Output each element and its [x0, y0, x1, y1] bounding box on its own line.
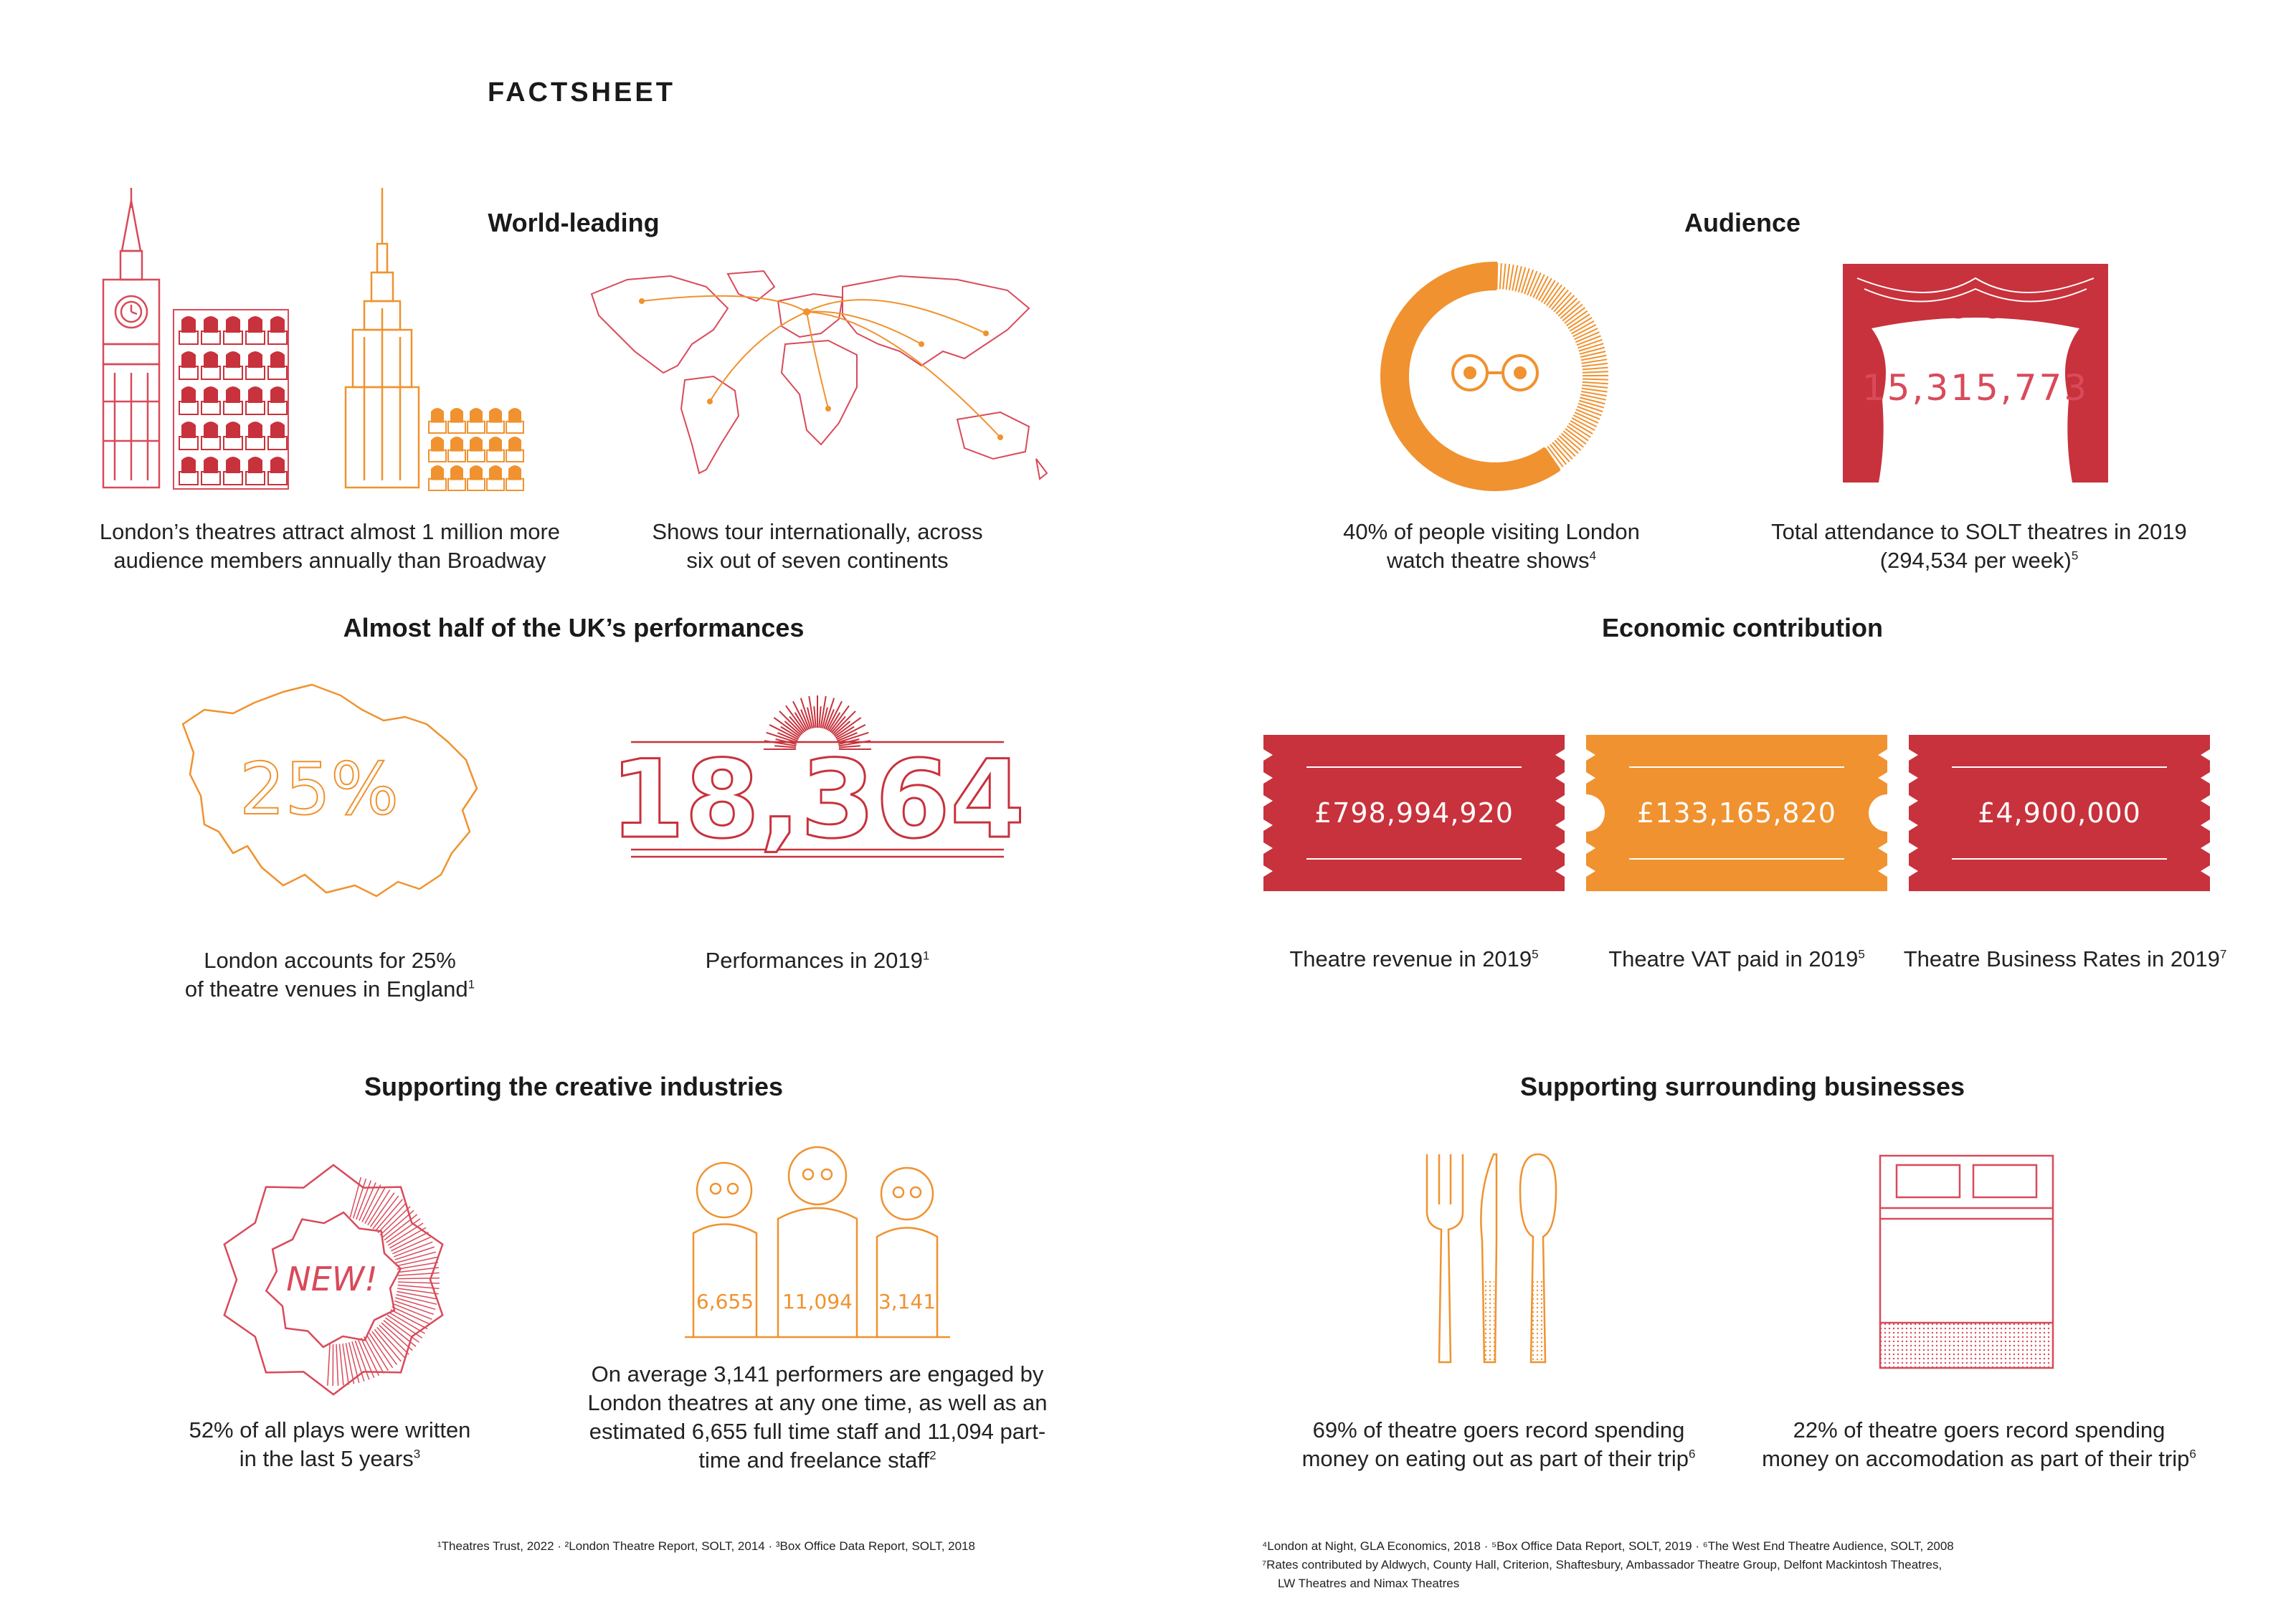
audience-caption-2 [1735, 518, 2223, 575]
ticket-business-rates [1909, 735, 2210, 891]
caption-line: London theatres at any one time, as well as an [587, 1390, 1048, 1415]
caption-line: London accounts for 25% [204, 948, 456, 973]
caption-line: 40% of people visiting London [1343, 519, 1640, 544]
caption-line: audience members annually than Broadway [113, 548, 546, 573]
caption-line: in the last 5 years [239, 1446, 414, 1471]
south-america-shape [681, 376, 739, 473]
london-map-icon [176, 681, 484, 903]
seat-icon [448, 408, 465, 433]
world-caption-1 [72, 518, 588, 575]
caption-line: 69% of theatre goers record spending [1312, 1417, 1685, 1442]
caption-line: money on eating out as part of their trip [1301, 1446, 1689, 1471]
page-title: FACTSHEET [488, 77, 675, 108]
seat-icon [224, 351, 242, 379]
footnote-ref: 5 [2071, 548, 2079, 563]
caption-line: Theatre VAT paid in 2019 [1608, 946, 1859, 971]
ticket-value: £798,994,920 [1314, 797, 1514, 829]
footnote-ref: 2 [929, 1448, 936, 1463]
seat-icon [487, 465, 504, 490]
caption-line: Theatre revenue in 2019 [1289, 946, 1532, 971]
caption-line: On average 3,141 performers are engaged by [591, 1361, 1044, 1387]
seat-icon [224, 422, 242, 450]
performances-count-value: 18,364 [609, 738, 1025, 862]
audience-caption-1 [1276, 518, 1707, 575]
cutlery-icon [1423, 1151, 1567, 1366]
north-america-shape [592, 276, 728, 373]
seat-icon [487, 437, 504, 462]
economic-caption-2 [1579, 945, 1894, 974]
caption-line: time and freelance staff [698, 1448, 930, 1473]
caption-line: London’s theatres attract almost 1 million more [99, 519, 561, 544]
caption-line: Theatre Business Rates in 2019 [1903, 946, 2220, 971]
economic-caption-1 [1256, 945, 1572, 974]
caption-line: Total attendance to SOLT theatres in 2019 [1771, 519, 2187, 544]
seat-icon [224, 316, 242, 344]
seat-icon [179, 386, 198, 414]
seat-icon [246, 457, 265, 485]
people-value: 11,094 [782, 1290, 853, 1313]
caption-line: Shows tour internationally, across [652, 519, 983, 544]
economic-heading: Economic contribution [1602, 613, 1883, 642]
performances-heading: Almost half of the UK’s performances [343, 613, 805, 642]
caption-line: estimated 6,655 full time staff and 11,094 part- [589, 1419, 1046, 1444]
theatre-curtain-icon [1843, 264, 2108, 483]
seat-icon [201, 316, 220, 344]
creative-caption-2 [566, 1360, 1068, 1475]
seat-icon [429, 465, 446, 490]
seat-icon [246, 422, 265, 450]
seat-icon [487, 408, 504, 433]
seat-icon [246, 351, 265, 379]
caption-line: (294,534 per week) [1879, 548, 2072, 573]
footnote-ref: 7 [2219, 947, 2227, 961]
seat-icon [268, 351, 287, 379]
ticket-value: £133,165,820 [1637, 797, 1836, 829]
footnote-ref: 5 [1532, 947, 1539, 961]
creative-heading: Supporting the creative industries [364, 1072, 784, 1101]
seat-icon [179, 316, 198, 344]
badge-text: NEW! [286, 1260, 378, 1298]
seat-icon [506, 465, 523, 490]
footnotes-left: ¹Theatres Trust, 2022 · ²London Theatre Report, SOLT, 2014 · ³Box Office Data Report, SOLT, 2018 [437, 1539, 975, 1553]
new-badge-icon [219, 1161, 455, 1398]
seat-icon [468, 465, 485, 490]
creative-caption-1 [122, 1416, 538, 1473]
performances-count-graphic [609, 706, 1025, 878]
seat-icon [506, 437, 523, 462]
ticket-revenue [1263, 735, 1565, 891]
seat-icon [224, 386, 242, 414]
seat-icon [506, 408, 523, 433]
seat-icon [179, 457, 198, 485]
footnote-ref: 3 [413, 1447, 421, 1461]
world-map-icon [584, 265, 1050, 480]
seat-icon [224, 457, 242, 485]
caption-line: six out of seven continents [686, 548, 949, 573]
footnote-ref: 1 [468, 977, 475, 992]
footnote-line: LW Theatres and Nimax Theatres [1278, 1577, 1460, 1590]
seat-icon [201, 422, 220, 450]
world-caption-2 [595, 518, 1040, 575]
caption-line: 52% of all plays were written [189, 1417, 471, 1442]
seat-icon [246, 316, 265, 344]
audience-donut-chart [1373, 255, 1617, 498]
empire-state-icon [346, 188, 419, 488]
performances-caption-2 [617, 946, 1018, 975]
footnote-line: ⁷Rates contributed by Aldwych, County Hall, Criterion, Shaftesbury, Ambassador Theatre Group, Delfont Mackintosh Theatres, [1262, 1558, 1942, 1572]
footnote-ref: 4 [1589, 548, 1597, 563]
ticket-value: £4,900,000 [1978, 797, 2141, 829]
seat-icon [429, 408, 446, 433]
caption-line: Performances in 2019 [705, 948, 923, 973]
seat-icon [201, 386, 220, 414]
seat-icon [448, 437, 465, 462]
seat-icon [201, 457, 220, 485]
caption-line: money on accomodation as part of their trip [1762, 1446, 2190, 1471]
ticket-vat [1586, 735, 1887, 891]
seat-icon [448, 465, 465, 490]
people-value: 3,141 [878, 1290, 936, 1313]
bed-icon [1879, 1154, 2054, 1369]
economic-caption-3 [1893, 945, 2237, 974]
footnote-ref: 6 [1688, 1447, 1696, 1461]
fork-icon [1427, 1154, 1463, 1362]
world-heading: World-leading [488, 208, 660, 237]
caption-line: watch theatre shows [1386, 548, 1590, 573]
caption-line: 22% of theatre goers record spending [1793, 1417, 2165, 1442]
london-percent-value: 25% [239, 747, 399, 831]
seat-icon [268, 386, 287, 414]
attendance-value: 15,315,773 [1861, 367, 2089, 409]
footnote-ref: 5 [1858, 947, 1865, 961]
seat-icon [468, 437, 485, 462]
seat-icon [268, 457, 287, 485]
people-value: 6,655 [696, 1290, 754, 1313]
seat-icon [268, 316, 287, 344]
business-caption-1 [1269, 1416, 1728, 1473]
business-caption-2 [1735, 1416, 2223, 1473]
london-broadway-illustration [93, 186, 523, 495]
footnotes-right [1262, 1537, 2194, 1593]
seat-icon [429, 437, 446, 462]
business-heading: Supporting surrounding businesses [1519, 1072, 1965, 1101]
people-icon-group [685, 1147, 950, 1341]
seat-icon [201, 351, 220, 379]
footnote-line: ⁴London at Night, GLA Economics, 2018 · ⁵Box Office Data Report, SOLT, 2019 · ⁶The West End Theatre Audience, SOLT, 2008 [1262, 1539, 1954, 1553]
performances-caption-1 [108, 946, 552, 1004]
seat-icon [179, 351, 198, 379]
footnote-ref: 6 [2189, 1447, 2196, 1461]
seat-icon [179, 422, 198, 450]
seat-icon [268, 422, 287, 450]
audience-heading: Audience [1684, 208, 1801, 237]
africa-shape [782, 341, 857, 445]
footnote-ref: 1 [922, 949, 930, 963]
big-ben-icon [103, 188, 159, 488]
australia-shape [957, 412, 1029, 459]
seat-icon [468, 408, 485, 433]
seat-icon [246, 386, 265, 414]
caption-line: of theatre venues in England [184, 976, 468, 1002]
